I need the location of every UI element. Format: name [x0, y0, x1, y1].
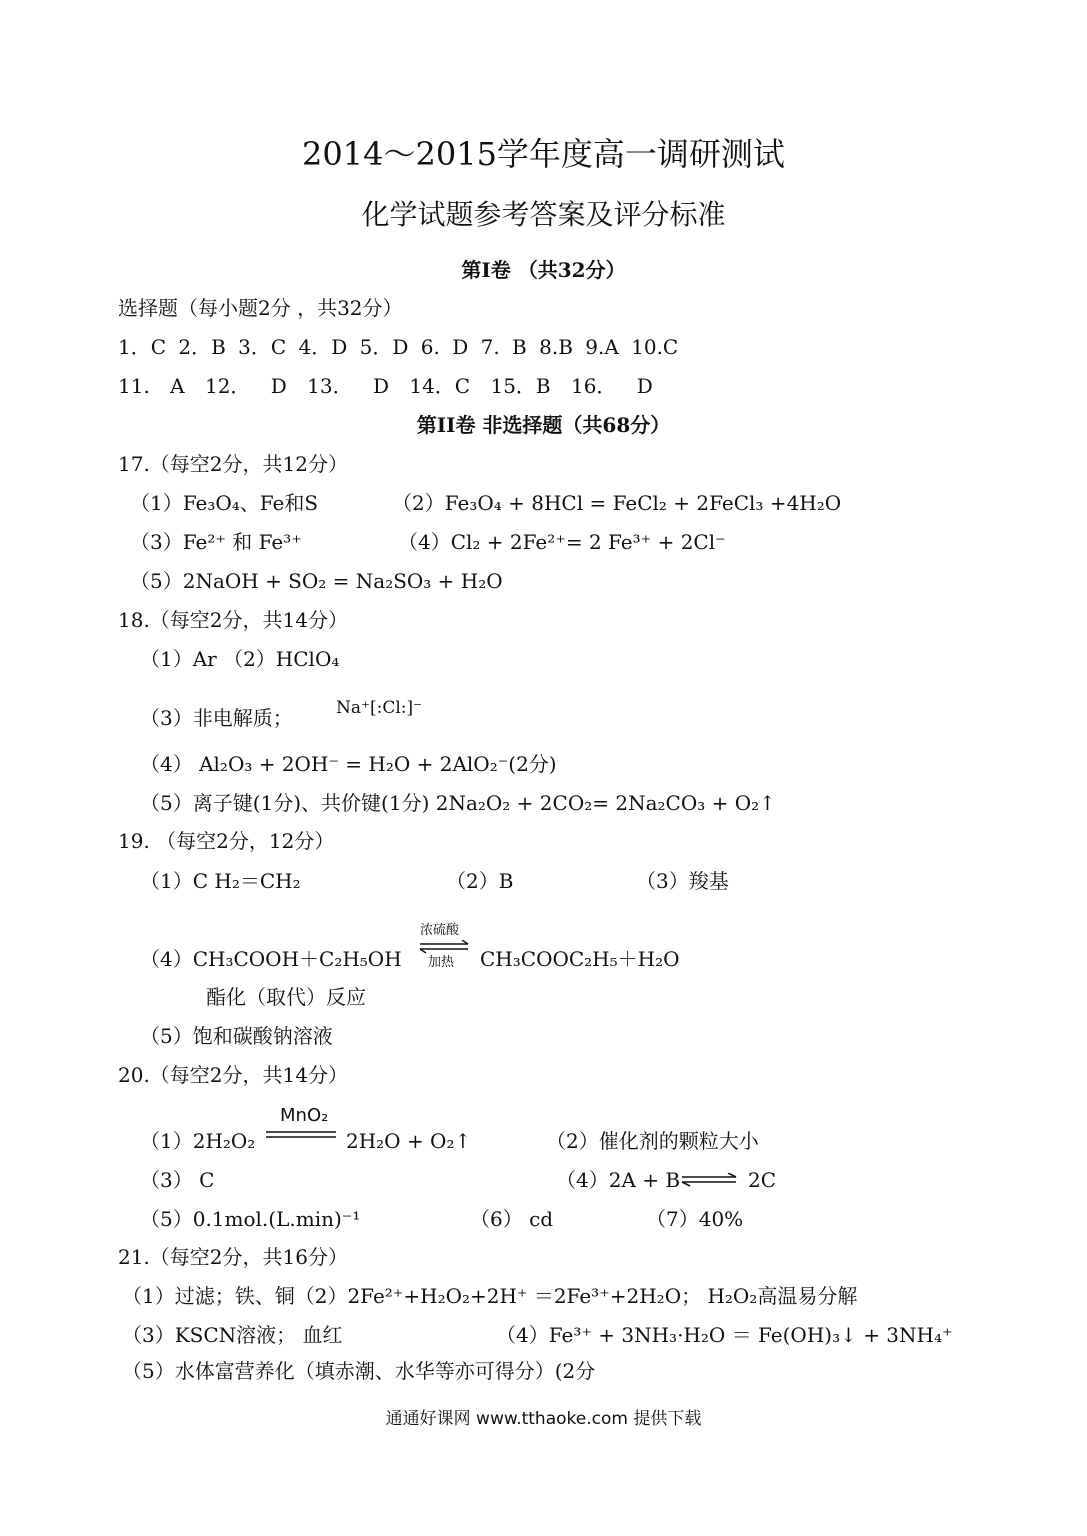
answers-row-2: 11. A 12． D 13． D 14．C 15．B 16． D — [118, 374, 653, 398]
q19-a4-products: CH₃COOC₂H₅＋H₂O — [480, 947, 680, 971]
q20-a7: （7）40% — [646, 1207, 744, 1231]
q19-a3: （3）羧基 — [636, 869, 729, 893]
q20-a1-catalyst: MnO₂ — [280, 1105, 329, 1126]
q19-a1: （1）C H₂＝CH₂ — [140, 869, 301, 893]
q19-a2: （2）B — [446, 869, 514, 893]
footer-credit: 通通好课网 www.tthaoke.com 提供下载 — [385, 1409, 702, 1429]
q17-a5: （5）2NaOH + SO₂ = Na₂SO₃ + H₂O — [130, 569, 503, 593]
q18-a3: （3）非电解质； — [140, 706, 293, 730]
equilibrium-arrow-icon — [680, 1173, 738, 1187]
q19-a4-condition-bottom: 加热 — [428, 955, 455, 970]
equals-bar-icon — [266, 1130, 336, 1140]
q17-a2: （2）Fe₃O₄ + 8HCl = FeCl₂ + 2FeCl₃ +4H₂O — [392, 491, 842, 515]
reversible-arrow-icon — [418, 940, 470, 954]
q18-head: 18.（每空2分，共14分） — [118, 608, 348, 632]
q20-a1-products: 2H₂O + O₂↑ — [346, 1129, 472, 1153]
q21-head: 21.（每空2分，共16分） — [118, 1245, 348, 1269]
q21-a3: （3）KSCN溶液； 血红 — [122, 1323, 343, 1347]
answers-row-1: 1．C 2．B 3．C 4．D 5．D 6. D 7. B 8.B 9.A 10.C — [118, 335, 679, 359]
q19-a4-reactants: （4）CH₃COOH＋C₂H₅OH — [140, 947, 402, 971]
part2-heading: 第II卷 非选择题（共68分） — [416, 413, 671, 437]
q17-a4: （4）Cl₂ + 2Fe²⁺= 2 Fe³⁺ + 2Cl⁻ — [398, 530, 726, 554]
q18-a5: （5）离子键(1分)、共价键(1分) 2Na₂O₂ + 2CO₂= 2Na₂CO₃ + O₂↑ — [140, 791, 776, 815]
q20-a1-reactant: （1）2H₂O₂ — [140, 1129, 256, 1153]
q17-head: 17.（每空2分，共12分） — [118, 452, 348, 476]
part1-heading: 第I卷 （共32分） — [461, 258, 626, 282]
q19-a5: （5）饱和碳酸钠溶液 — [140, 1024, 333, 1048]
q20-a2: （2）催化剂的颗粒大小 — [546, 1129, 759, 1153]
q19-a4-condition-top: 浓硫酸 — [420, 923, 460, 938]
q19-head: 19. （每空2分，12分） — [118, 829, 335, 853]
q21-a1: （1）过滤；铁、铜（2）2Fe²⁺+H₂O₂+2H⁺ ＝2Fe³⁺+2H₂O； H₂O₂高温易分解 — [122, 1284, 858, 1308]
q21-a5: （5）水体富营养化（填赤潮、水华等亦可得分）(2分 — [122, 1359, 596, 1383]
q18-electron-formula: Na⁺[:Cl:]⁻ — [336, 698, 423, 718]
document-title: 2014～2015学年度高一调研测试 — [302, 135, 785, 173]
q20-head: 20.（每空2分，共14分） — [118, 1063, 348, 1087]
q17-a3: （3）Fe²⁺ 和 Fe³⁺ — [130, 530, 302, 554]
document-subtitle: 化学试题参考答案及评分标准 — [361, 198, 726, 231]
q20-a4-right: 2C — [748, 1168, 777, 1192]
q21-a4: （4）Fe³⁺ + 3NH₃·H₂O ＝ Fe(OH)₃↓ + 3NH₄⁺ — [496, 1323, 953, 1347]
q18-a4: （4） Al₂O₃ + 2OH⁻ = H₂O + 2AlO₂⁻(2分) — [140, 752, 557, 776]
q17-a1: （1）Fe₃O₄、Fe和S — [130, 491, 319, 515]
q19-a4-note: 酯化（取代）反应 — [206, 985, 366, 1009]
part1-intro: 选择题（每小题2分 ，共32分） — [118, 296, 403, 320]
q20-a3: （3） C — [140, 1168, 215, 1192]
q20-a5: （5）0.1mol.(L.min)⁻¹ — [140, 1207, 361, 1231]
q20-a6: （6） cd — [470, 1207, 554, 1231]
q18-a1: （1）Ar （2）HClO₄ — [140, 647, 340, 671]
q20-a4-left: （4）2A + B — [556, 1168, 681, 1192]
